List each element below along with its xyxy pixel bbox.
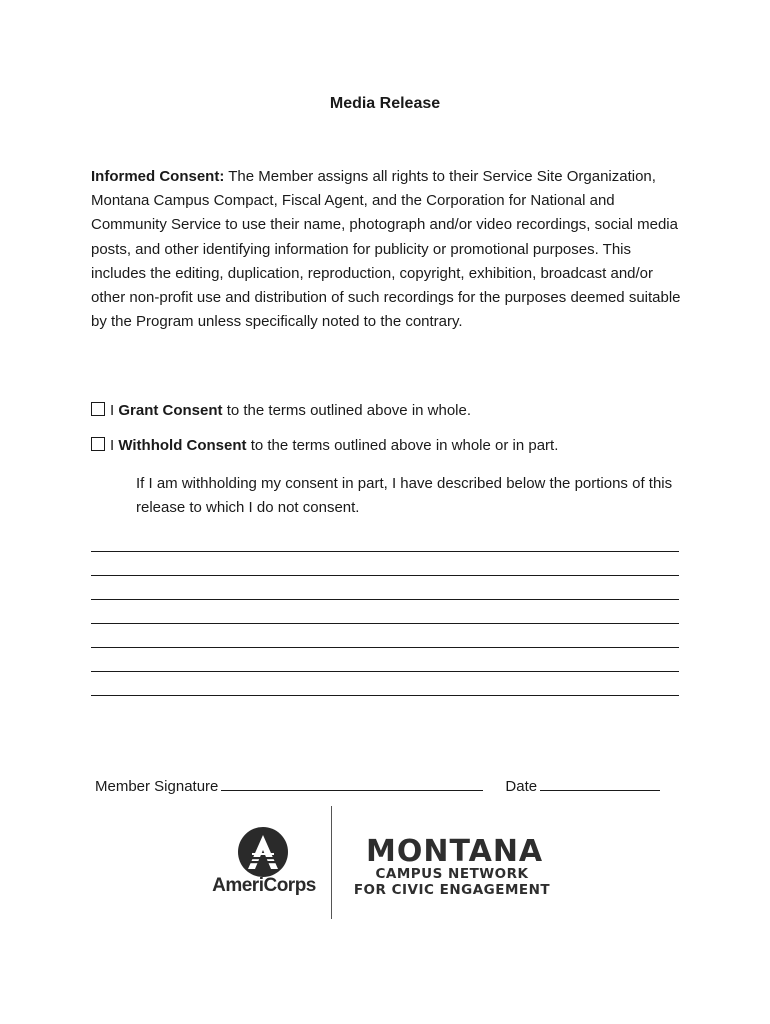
- description-line-3[interactable]: [91, 599, 679, 600]
- americorps-logo-icon: [237, 826, 289, 878]
- montana-subtitle-line-1: CAMPUS NETWORK: [375, 866, 529, 882]
- montana-wordmark: MONTANA: [366, 834, 544, 869]
- americorps-wordmark: AmeriCorps: [212, 875, 316, 896]
- description-line-7[interactable]: [91, 695, 679, 696]
- date-field[interactable]: [540, 776, 660, 791]
- informed-consent-label: Informed Consent:: [91, 168, 225, 185]
- date-label: Date: [505, 778, 538, 795]
- page-title: Media Release: [329, 95, 441, 112]
- member-signature-label: Member Signature: [95, 778, 219, 795]
- informed-consent-paragraph: [91, 165, 681, 334]
- grant-consent-text: to the terms outlined above in whole.: [226, 402, 472, 419]
- withhold-consent-text: to the terms outlined above in whole or in part.: [250, 437, 559, 454]
- informed-consent-text: The Member assigns all rights to their Service Site Organization, Montana Campus Compact, Fiscal Agent, and the Corporation for National and Community Service to use their name, photograph and/or video recordings, social media posts, and other identifying information for publicity or promotional purposes. This includes the editing, duplication, reproduction, copyright, exhibition, broadcast and/or other non-profit use and distribution of such recordings for the purposes deemed suitable by the Program unless specifically noted to the contrary.: [91, 168, 681, 331]
- grant-consent-checkbox[interactable]: [91, 402, 105, 416]
- grant-consent-label: Grant Consent: [118, 402, 223, 419]
- signature-row: [95, 776, 680, 795]
- description-line-2[interactable]: [91, 575, 679, 576]
- montana-subtitle: [346, 866, 558, 898]
- montana-subtitle-line-2: FOR CIVIC ENGAGEMENT: [353, 882, 551, 898]
- grant-prefix: I: [110, 402, 115, 419]
- withhold-consent-option[interactable]: [91, 437, 558, 454]
- withhold-consent-checkbox[interactable]: [91, 437, 105, 451]
- partial-withhold-note: If I am withholding my consent in part, I have described below the portions of this release to which I do not consent.: [136, 475, 673, 517]
- description-line-1[interactable]: [91, 551, 679, 552]
- logo-divider: [331, 806, 332, 919]
- description-line-5[interactable]: [91, 647, 679, 648]
- description-line-4[interactable]: [91, 623, 679, 624]
- withhold-consent-label: Withhold Consent: [118, 437, 247, 454]
- description-line-6[interactable]: [91, 671, 679, 672]
- grant-consent-option[interactable]: [91, 402, 471, 419]
- withhold-prefix: I: [110, 437, 115, 454]
- member-signature-field[interactable]: [221, 776, 483, 791]
